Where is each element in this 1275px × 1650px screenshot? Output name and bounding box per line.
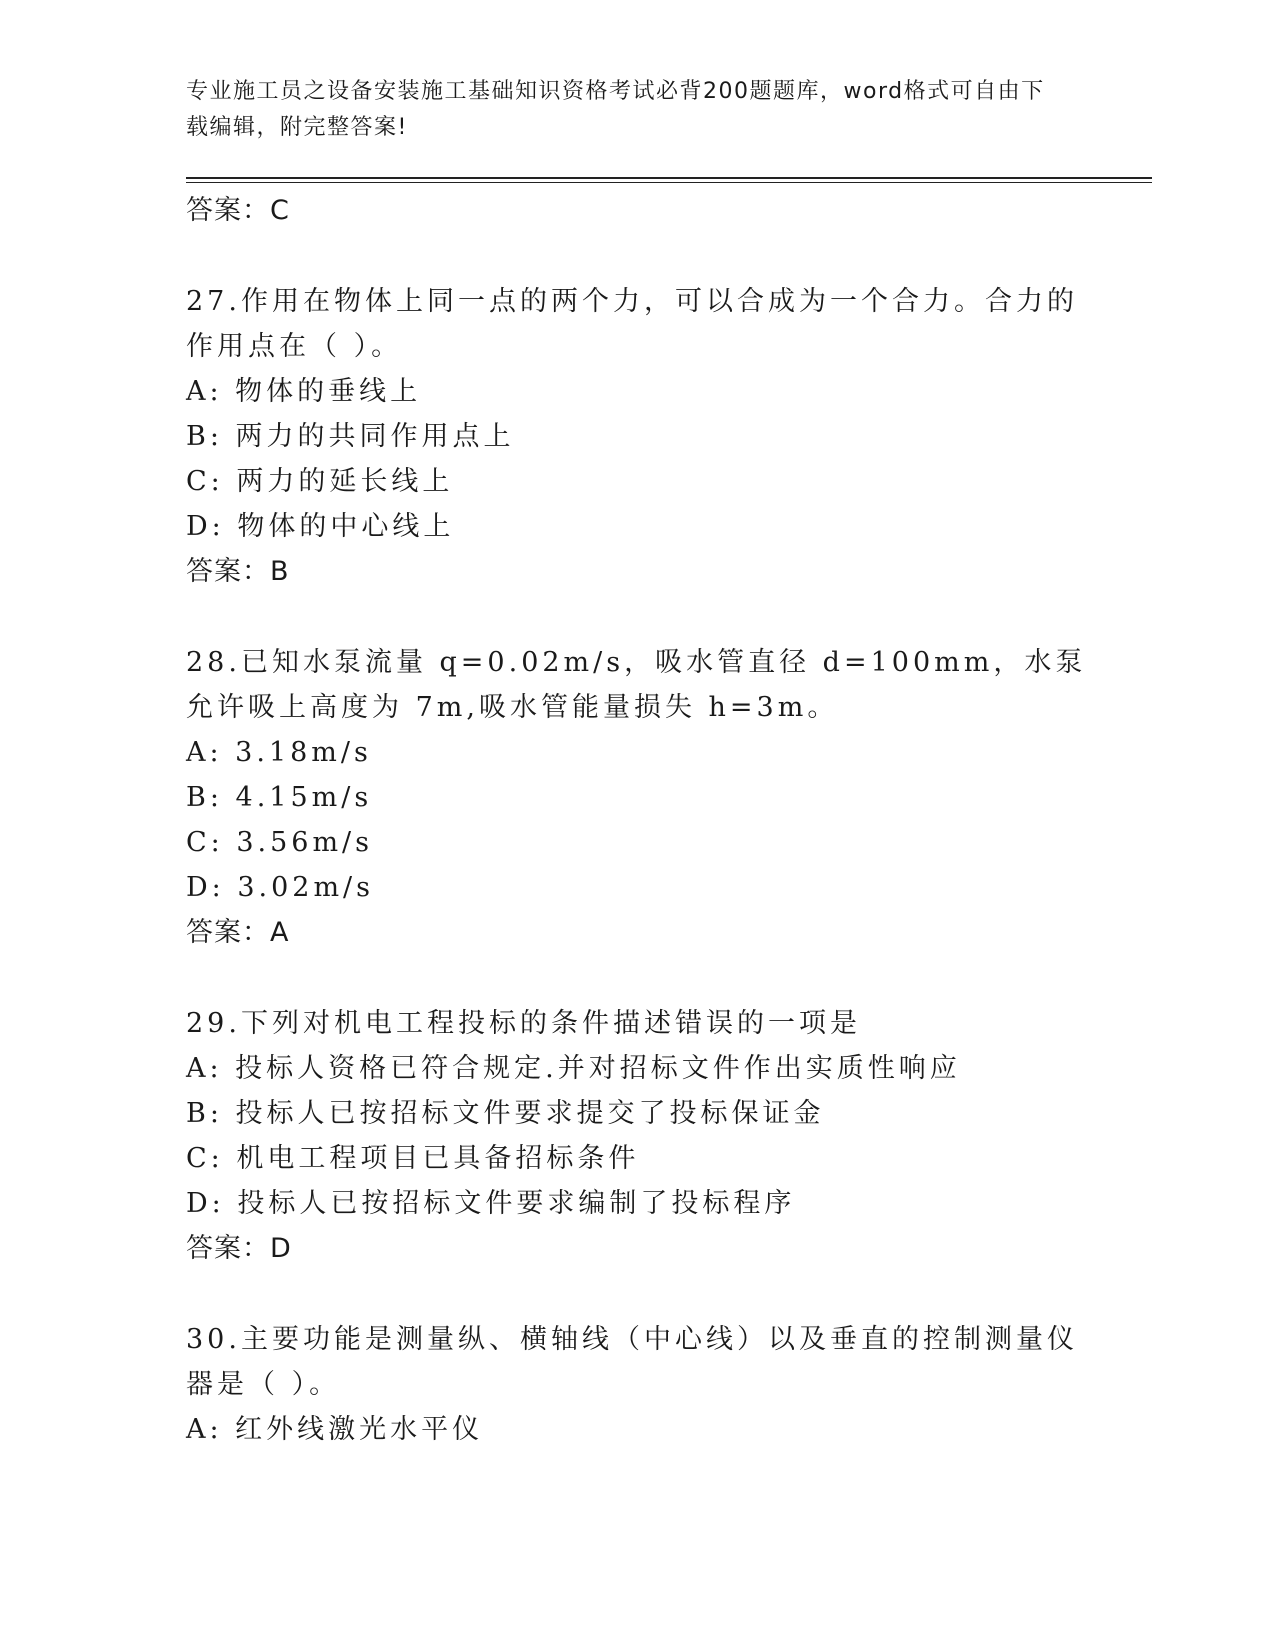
option-b: B: 两力的共同作用点上 bbox=[186, 421, 515, 452]
question-28 bbox=[186, 640, 1106, 955]
header-divider bbox=[186, 177, 1152, 179]
question-stem: 30.主要功能是测量纵、横轴线（中心线）以及垂直的控制测量仪器是（ ）。 bbox=[186, 1324, 1078, 1400]
header-divider-thin bbox=[186, 182, 1152, 183]
answer-line: 答案：C bbox=[186, 195, 290, 226]
spacer bbox=[186, 955, 1106, 1001]
option-a: A: 红外线激光水平仪 bbox=[186, 1414, 484, 1445]
question-stem: 28.已知水泵流量 q=0.02m/s，吸水管直径 d=100mm，水泵允许吸上高度为 7m,吸水管能量损失 h=3m。 bbox=[186, 647, 1087, 723]
option-b: B: 投标人已按招标文件要求提交了投标保证金 bbox=[186, 1098, 825, 1129]
option-a: A: 3.18m/s bbox=[186, 737, 372, 768]
spacer bbox=[186, 594, 1106, 640]
option-d: D: 3.02m/s bbox=[186, 872, 374, 903]
spacer bbox=[186, 1271, 1106, 1317]
question-30 bbox=[186, 1317, 1106, 1452]
spacer bbox=[186, 233, 1106, 279]
question-stem: 27.作用在物体上同一点的两个力，可以合成为一个合力。合力的作用点在（ ）。 bbox=[186, 286, 1078, 362]
option-c: C: 机电工程项目已具备招标条件 bbox=[186, 1143, 640, 1174]
option-c: C: 两力的延长线上 bbox=[186, 466, 454, 497]
option-c: C: 3.56m/s bbox=[186, 827, 374, 858]
answer-line: 答案：A bbox=[186, 917, 290, 948]
question-27 bbox=[186, 279, 1106, 594]
question-stem: 29.下列对机电工程投标的条件描述错误的一项是 bbox=[186, 1008, 861, 1039]
answer-line: 答案：B bbox=[186, 556, 290, 587]
question-29 bbox=[186, 1001, 1106, 1271]
option-a: A: 投标人资格已符合规定.并对招标文件作出实质性响应 bbox=[186, 1053, 961, 1084]
option-d: D: 物体的中心线上 bbox=[186, 511, 455, 542]
option-b: B: 4.15m/s bbox=[186, 782, 373, 813]
option-d: D: 投标人已按招标文件要求编制了投标程序 bbox=[186, 1188, 796, 1219]
answer-line: 答案：D bbox=[186, 1233, 292, 1264]
option-a: A: 物体的垂线上 bbox=[186, 376, 422, 407]
question-list bbox=[186, 188, 1106, 1452]
document-header: 专业施工员之设备安装施工基础知识资格考试必背200题题库，word格式可自由下载编辑，附完整答案! bbox=[186, 79, 1045, 140]
